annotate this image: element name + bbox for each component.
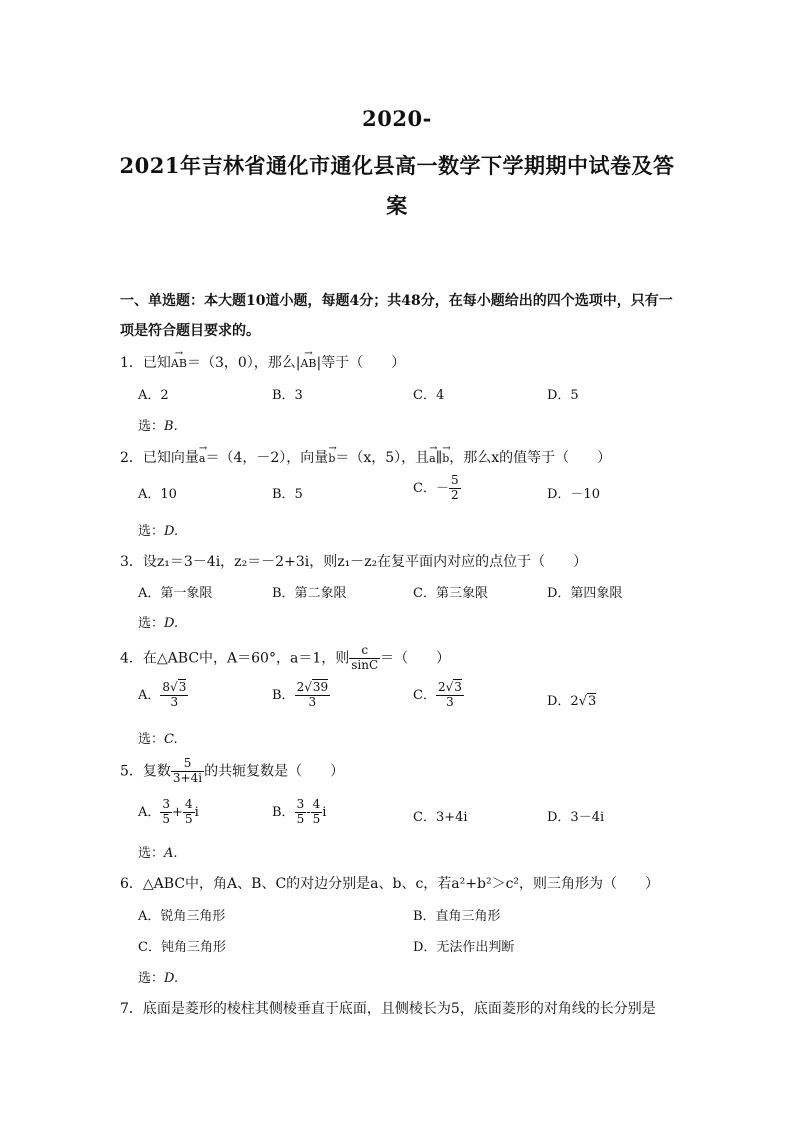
vector-ab: → AB xyxy=(171,357,187,370)
q5-prefix: 5．复数 xyxy=(120,763,171,780)
q2-option-b: B．5 xyxy=(272,487,303,502)
option-label: A． xyxy=(138,804,161,820)
q3-option-a: A．第一象限 xyxy=(138,586,213,601)
question-4 xyxy=(120,644,450,673)
fraction xyxy=(349,644,380,673)
option-label: C． xyxy=(413,687,436,703)
q1-option-b: B．3 xyxy=(272,388,303,403)
denominator: 5 xyxy=(296,811,305,826)
q5-option-d: D．3－4i xyxy=(547,810,605,825)
fraction xyxy=(436,681,464,710)
answer-label: 选： xyxy=(138,616,165,631)
answer-label: 选： xyxy=(138,971,165,986)
answer-value: B. xyxy=(164,419,178,434)
q3-answer xyxy=(138,612,178,631)
denominator: 5 xyxy=(312,811,321,826)
numerator: 8√3 xyxy=(162,680,187,694)
imaginary-unit: i xyxy=(194,804,199,820)
numerator: 3 xyxy=(162,797,171,811)
question-3: 3．设z₁＝3－4i，z₂＝－2+3i，则z₁－z₂在复平面内对应的点位于（ ） xyxy=(120,554,588,570)
q2-option-a: A．10 xyxy=(138,487,177,502)
denominator: 5 xyxy=(162,811,171,826)
fraction xyxy=(171,757,204,786)
q6-option-c: C．钝角三角形 xyxy=(138,940,226,955)
doc-title-line-1: 2020- xyxy=(362,106,432,131)
q1-mid: ＝（3，0），那么| xyxy=(186,355,301,371)
q1-answer xyxy=(138,415,178,434)
imaginary-unit: i xyxy=(322,804,327,820)
q3-option-c: C．第三象限 xyxy=(413,586,488,601)
q4-answer xyxy=(138,728,178,747)
question-7: 7．底面是菱形的棱柱其侧棱垂直于底面，且侧棱长为5，底面菱形的对角线的长分别是 xyxy=(120,1001,656,1017)
radicand: 3 xyxy=(454,680,462,694)
doc-title-line-2: 2021年吉林省通化市通化县高一数学下学期期中试卷及答 xyxy=(119,153,675,178)
q4-option-c xyxy=(413,681,464,710)
q5-suffix: 的共轭复数是（ ） xyxy=(204,763,345,780)
q6-option-b: B．直角三角形 xyxy=(413,909,501,924)
option-label: B． xyxy=(272,804,295,820)
q1-option-a: A．2 xyxy=(138,388,169,403)
q3-option-d: D．第四象限 xyxy=(547,586,623,601)
q5-option-c: C．3+4i xyxy=(413,810,468,825)
answer-value: A. xyxy=(164,846,178,861)
numerator: 3 xyxy=(296,797,305,811)
question-6: 6．△ABC中，角A、B、C的对边分别是a、b、c，若a²+b²＞c²，则三角形为（ ） xyxy=(120,876,660,892)
denominator: 3 xyxy=(308,694,317,709)
q5-option-b xyxy=(272,798,326,827)
parallel-symbol: ∥ xyxy=(435,450,443,466)
numerator: 4 xyxy=(184,797,193,811)
numerator: 4 xyxy=(312,797,321,811)
q5-option-a xyxy=(138,798,199,827)
answer-value: D. xyxy=(164,616,179,631)
fraction xyxy=(449,474,461,503)
denominator: 5 xyxy=(184,811,193,826)
option-label: A． xyxy=(138,687,161,703)
answer-value: C. xyxy=(164,732,178,747)
numerator: 2√39 xyxy=(296,680,329,694)
answer-label: 选： xyxy=(138,732,165,747)
denominator: 3 xyxy=(170,694,179,709)
q2-answer xyxy=(138,520,178,539)
numerator: 5 xyxy=(450,473,459,487)
q2-mid1: ＝（4，－2），向量 xyxy=(205,450,329,466)
section-heading-line-1: 一、单选题：本大题10道小题，每题4分；共48分，在每小题给出的四个选项中，只有一 xyxy=(120,293,673,309)
q2-option-d: D．－10 xyxy=(547,487,600,502)
q2-option-c xyxy=(413,474,461,503)
question-5 xyxy=(120,757,344,786)
answer-label: 选： xyxy=(138,524,165,539)
option-label: B． xyxy=(272,687,295,703)
q6-option-d: D．无法作出判断 xyxy=(413,940,515,955)
q4-option-d: D．2√3 xyxy=(547,694,597,709)
answer-value: D. xyxy=(164,971,179,986)
fraction xyxy=(160,681,188,710)
answer-label: 选： xyxy=(138,846,165,861)
fraction xyxy=(160,798,172,827)
radicand: 3 xyxy=(588,694,597,709)
radicand: 39 xyxy=(312,680,329,694)
q4-prefix: 4．在△ABC中，A＝60°，a＝1，则 xyxy=(120,650,350,667)
coefficient: 2 xyxy=(437,680,446,694)
numerator: c xyxy=(349,644,380,659)
answer-value: D. xyxy=(164,524,179,539)
q1-prefix: 1．已知 xyxy=(120,355,171,371)
q4-option-a xyxy=(138,681,188,710)
q1-option-c: C．4 xyxy=(413,388,445,403)
section-heading-line-2: 项是符合题目要求的。 xyxy=(120,323,260,339)
fraction xyxy=(295,798,307,827)
fraction xyxy=(183,798,195,827)
vector-a: → a xyxy=(199,452,206,465)
coefficient: 2 xyxy=(296,680,305,694)
q6-answer xyxy=(138,967,178,986)
denominator: 3 xyxy=(446,694,454,709)
vector-a-2: → a xyxy=(429,452,436,465)
q4-suffix: ＝（ ） xyxy=(380,650,451,667)
question-1 xyxy=(120,352,405,372)
coefficient: 8 xyxy=(162,680,171,694)
operator: + xyxy=(172,804,183,820)
q2-suffix: ，那么x的值等于（ ） xyxy=(449,450,612,466)
q1-option-d: D．5 xyxy=(547,388,579,403)
numerator: 5 xyxy=(171,757,204,772)
q4-option-b xyxy=(272,681,330,710)
operator: - xyxy=(306,804,311,820)
denominator: sinC xyxy=(351,657,379,672)
denominator: 3+4i xyxy=(172,770,203,785)
vector-b-2: → b xyxy=(442,452,449,465)
q5-answer xyxy=(138,842,178,861)
q1-suffix: |等于（ ） xyxy=(316,355,406,371)
denominator: 2 xyxy=(450,487,459,502)
fraction xyxy=(295,681,331,710)
q2-mid2: ＝（x，5），且 xyxy=(335,450,430,466)
doc-title-line-3: 案 xyxy=(386,193,408,218)
q2-prefix: 2．已知向量 xyxy=(120,450,199,466)
radicand: 3 xyxy=(178,680,187,694)
question-2 xyxy=(120,447,611,467)
numerator: 2√3 xyxy=(437,680,462,694)
vector-ab-abs: → AB xyxy=(300,357,316,370)
fraction xyxy=(311,798,323,827)
q3-option-b: B．第二象限 xyxy=(272,586,347,601)
q6-option-a: A．锐角三角形 xyxy=(138,909,226,924)
answer-label: 选： xyxy=(138,419,165,434)
vector-b: → b xyxy=(328,452,335,465)
option-label: D．2 xyxy=(547,694,579,709)
q2-option-c-label: C．－ xyxy=(413,480,449,496)
